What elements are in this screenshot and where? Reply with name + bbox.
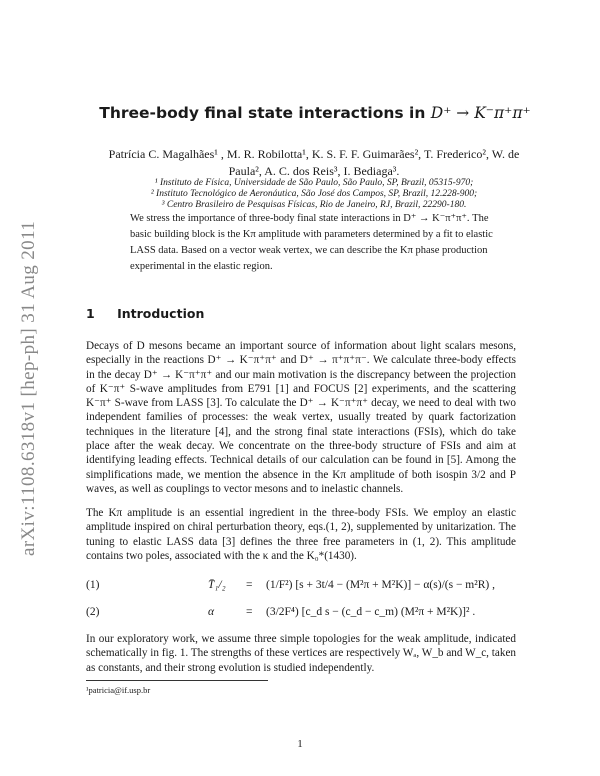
equation-2-equals: =	[246, 606, 253, 618]
page-number: 1	[297, 738, 303, 750]
section-number: 1	[86, 306, 95, 321]
title-math: D⁺ → K⁻π⁺π⁺	[430, 104, 531, 122]
equation-2-tag: (2)	[86, 606, 100, 618]
equation-1-equals: =	[246, 579, 253, 591]
arxiv-stamp-text: arXiv:1108.6318v1 [hep-ph] 31 Aug 2011	[18, 220, 39, 556]
paragraph-3: In our exploratory work, we assume three simple topologies for the weak amplitude, indicated schematically in fig. 1. The strengths of these vertices are respectively Wₐ, W_b and W_c, taken as constants, and their strong evolution is studied independently.	[86, 633, 517, 674]
affiliation-3: ³ Centro Brasileiro de Pesquisas Físicas, Rio de Janeiro, RJ, Brazil, 22290-180.	[161, 200, 467, 210]
paragraph-1: Decays of D mesons became an important source of information about light scalars mesons, especially in the reactions D⁺ → K⁻π⁺π⁺ and D⁺ → π⁺π⁺π⁻. We calculate three-body effects in the decay D⁺ → K⁻π⁺π⁺ and our main motivation is the discrepancy between the projection of K⁻π⁺ S-wave amplitudes from E791 [1] and FOCUS [2] experiments, and the scattering K⁻π⁺ S-wave from LASS [3]. To calculate the D⁺ → K⁻π⁺π⁺ decay, we need to deal with two independent families of processes: the weak vertex, usually treated by quark factorization techniques in the literature [4], and the strong final state interactions (FSIs), which do take place after the weak decay. We concentrate on the three-body structure of FSIs and aim at identifying leading effects. Technical details of our calculation can be found in [5]. Among the simplifications made, we mention the absence in the Kπ amplitude of both isospin 3/2 and P waves, as well as couplings to vector mesons and to inelastic channels.	[86, 340, 516, 495]
equation-2-lhs: α	[208, 606, 215, 618]
author-list: Patrícia C. Magalhães¹ , M. R. Robilotta¹, K. S. F. F. Guimarães², T. Frederico², W. de Paula², A. C. dos Reis³, I. Bediaga³.	[108, 147, 520, 178]
equation-2-rhs: (3/2F⁴) [c_d s − (c_d − c_m) (M²π + M²K)]² .	[266, 606, 476, 618]
equation-1-rhs: (1/F²) [s + 3t/4 − (M²π + M²K)] − α(s)/(s − m²R) ,	[266, 579, 495, 591]
section-heading	[86, 306, 204, 321]
affiliations	[100, 178, 528, 211]
abstract: We stress the importance of three-body final state interactions in D⁺ → K⁻π⁺π⁺. The basic building block is the Kπ amplitude with parameters determined by a fit to elastic LASS data. Based on a vector weak vertex, we can describe the Kπ phase production experimental in the elastic region.	[130, 213, 493, 272]
equation-1-lhs: T̄₁/₂	[208, 579, 226, 591]
arxiv-stamp	[4, 186, 44, 556]
footnote[interactable]: ¹patricia@if.usp.br	[86, 685, 151, 695]
footnote-rule	[86, 680, 268, 681]
affiliation-1: ¹ Instituto de Física, Universidade de São Paulo, São Paulo, SP, Brazil, 05315-970;	[154, 178, 474, 188]
equation-1	[86, 576, 516, 598]
title-text: Three-body final state interactions in	[99, 104, 426, 122]
section-title: Introduction	[117, 306, 205, 321]
equation-2	[86, 603, 516, 625]
affiliation-2: ² Instituto Tecnológico de Aeronáutica, São José dos Campos, SP, Brazil, 12.228-900;	[150, 189, 478, 199]
paragraph-2: The Kπ amplitude is an essential ingredient in the three-body FSIs. We employ an elastic amplitude inspired on chiral perturbation theory, eqs.(1, 2), supplemented by unitarization. The tuning to elastic LASS data [3] defines the three free parameters in (1, 2). This amplitude contains two poles, associated with the κ and the K₀*(1430).	[86, 507, 516, 562]
paper-title	[60, 104, 570, 122]
equation-1-tag: (1)	[86, 579, 100, 591]
